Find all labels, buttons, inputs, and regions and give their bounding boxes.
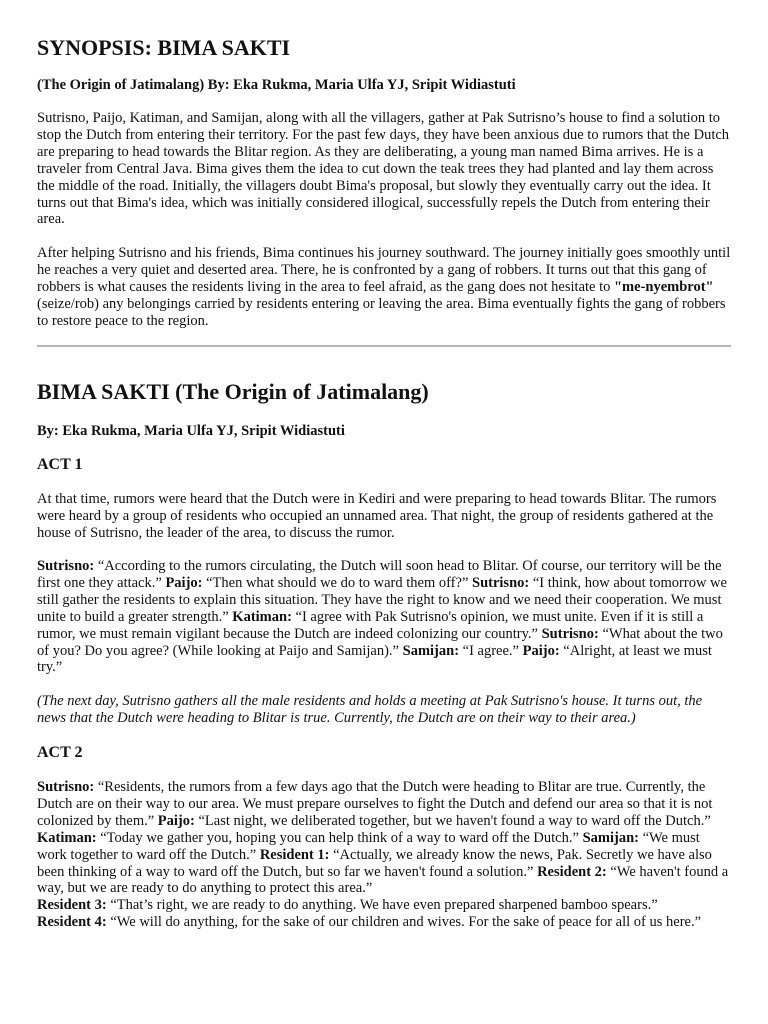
dialogue-line: “Last night, we deliberated together, but we haven't found a way to ward off the Dutch.” — [198, 812, 711, 829]
speaker-label: Samijan: — [582, 829, 639, 846]
dialogue-line: “I agree.” — [462, 642, 519, 659]
dialogue-line: “That’s right, we are ready to do anything. We have even prepared sharpened bamboo spears.” — [110, 897, 658, 914]
dialogue-line: “Alright, at least we must try.” — [37, 642, 712, 676]
speaker-label: Sutrisno: — [472, 574, 530, 591]
speaker-label: Sutrisno: — [37, 558, 95, 574]
speaker-label: Sutrisno: — [37, 779, 95, 795]
act-2-dialogue — [37, 779, 733, 931]
speaker-label: Katiman: — [37, 829, 97, 846]
synopsis-title: SYNOPSIS: BIMA SAKTI — [37, 35, 291, 60]
play-byline: By: Eka Rukma, Maria Ulfa YJ, Sripit Widiastuti — [37, 423, 345, 439]
speaker-label: Resident 4: — [37, 914, 107, 931]
speaker-label: Resident 2: — [537, 863, 607, 880]
dialogue-line: “We will do anything, for the sake of our children and wives. For the sake of peace for all of us here.” — [110, 914, 702, 931]
dialogue-line: “We haven't found a way, but we are ready to do anything to protect this area.” — [37, 863, 729, 897]
act-2-heading: ACT 2 — [37, 744, 83, 761]
play-title: BIMA SAKTI (The Origin of Jatimalang) — [37, 379, 429, 404]
speaker-label: Samijan: — [402, 642, 460, 659]
dialogue-line: “Today we gather you, hoping you can help think of a way to ward off the Dutch.” — [100, 829, 579, 846]
synopsis-paragraph-1: Sutrisno, Paijo, Katiman, and Samijan, along with all the villagers, gather at Pak Sutrisno’s house to find a solution to stop the Dutch from entering their territory. For the past few days, they have been anxious due to rumors that the Dutch are preparing to head towards the Blitar region. As they are deliberating, a young man named Bima arrives. He is a traveler from Central Java. Bima gives them the idea to cut down the teak trees they had planted and lay them across the middle of the road. Initially, the villagers doubt Bima's proposal, but slowly they eventually carry out the idea. It turns out that Bima's idea, which was initially considered illogical, successfully repels the Dutch from entering their area. — [37, 110, 730, 228]
dialogue-line: “Then what should we do to ward them off?” — [206, 574, 469, 591]
act-1-stage-direction: (The next day, Sutrisno gathers all the male residents and holds a meeting at Pak Sutrisno's house. It turns out, the news that the Dutch were heading to Blitar is true. Currently, the Dutch are on their way to their area.) — [37, 693, 703, 726]
speaker-label: Paijo: — [165, 574, 203, 591]
speaker-label: Sutrisno: — [541, 625, 599, 642]
synopsis-p2-text-a: After helping Sutrisno and his friends, Bima continues his journey southward. The journey initially goes smoothly until he reaches a very quiet and deserted area. There, he is confronted by a gang of robbers. It turns out that this gang of robbers is what causes the residents living in the area to feel afraid, as the gang does not hesitate to — [37, 245, 731, 295]
act-1-dialogue — [37, 558, 733, 676]
speaker-label: Paijo: — [522, 642, 560, 659]
synopsis-byline: (The Origin of Jatimalang) By: Eka Rukma, Maria Ulfa YJ, Sripit Widiastuti — [37, 77, 516, 93]
dialogue-line: “I think, how about tomorrow we still gather the residents to explain this situation. They have the right to know and we need their cooperation. We must unite to build a greater strength.” — [37, 574, 727, 625]
section-divider — [37, 345, 731, 347]
dialogue-line: “Actually, we already know the news, Pak. Secretly we have also been thinking of a way to ward off the Dutch, but so far we haven't found a solution.” — [37, 846, 712, 880]
speaker-label: Resident 3: — [37, 897, 107, 914]
synopsis-paragraph-2 — [37, 245, 733, 330]
dialogue-line: “Residents, the rumors from a few days ago that the Dutch were heading to Blitar are true. Currently, the Dutch are on their way to our area. We must prepare ourselves to fight the Dutch and defend our area so that it is not colonized by them.” — [37, 779, 713, 829]
act-1-heading: ACT 1 — [37, 456, 83, 473]
dialogue-line: “I agree with Pak Sutrisno's opinion, we must unite. Even if it is still a rumor, we must remain vigilant because the Dutch are indeed colonizing our country.” — [37, 608, 704, 642]
synopsis-p2-term: "me-nyembrot" — [614, 278, 714, 295]
speaker-label: Katiman: — [232, 608, 292, 625]
speaker-label: Resident 1: — [259, 846, 330, 863]
dialogue-line: “We must work together to ward off the Dutch.” — [37, 829, 700, 863]
dialogue-line: “What about the two of you? Do you agree? (While looking at Paijo and Samijan).” — [37, 625, 723, 659]
act-1-intro: At that time, rumors were heard that the Dutch were in Kediri and were preparing to head towards Blitar. The rumors were heard by a group of residents who occupied an unnamed area. That night, the group of residents gathered at the house of Sutrisno, the leader of the area, to discuss the rumor. — [37, 491, 717, 541]
synopsis-p2-text-b: (seize/rob) any belongings carried by residents entering or leaving the area. Bima eventually fights the gang of robbers to restore peace to the region. — [37, 295, 726, 329]
speaker-label: Paijo: — [157, 812, 195, 829]
dialogue-line: “According to the rumors circulating, the Dutch will soon head to Blitar. Of course, our territory will be the first one they attack.” — [37, 558, 722, 591]
